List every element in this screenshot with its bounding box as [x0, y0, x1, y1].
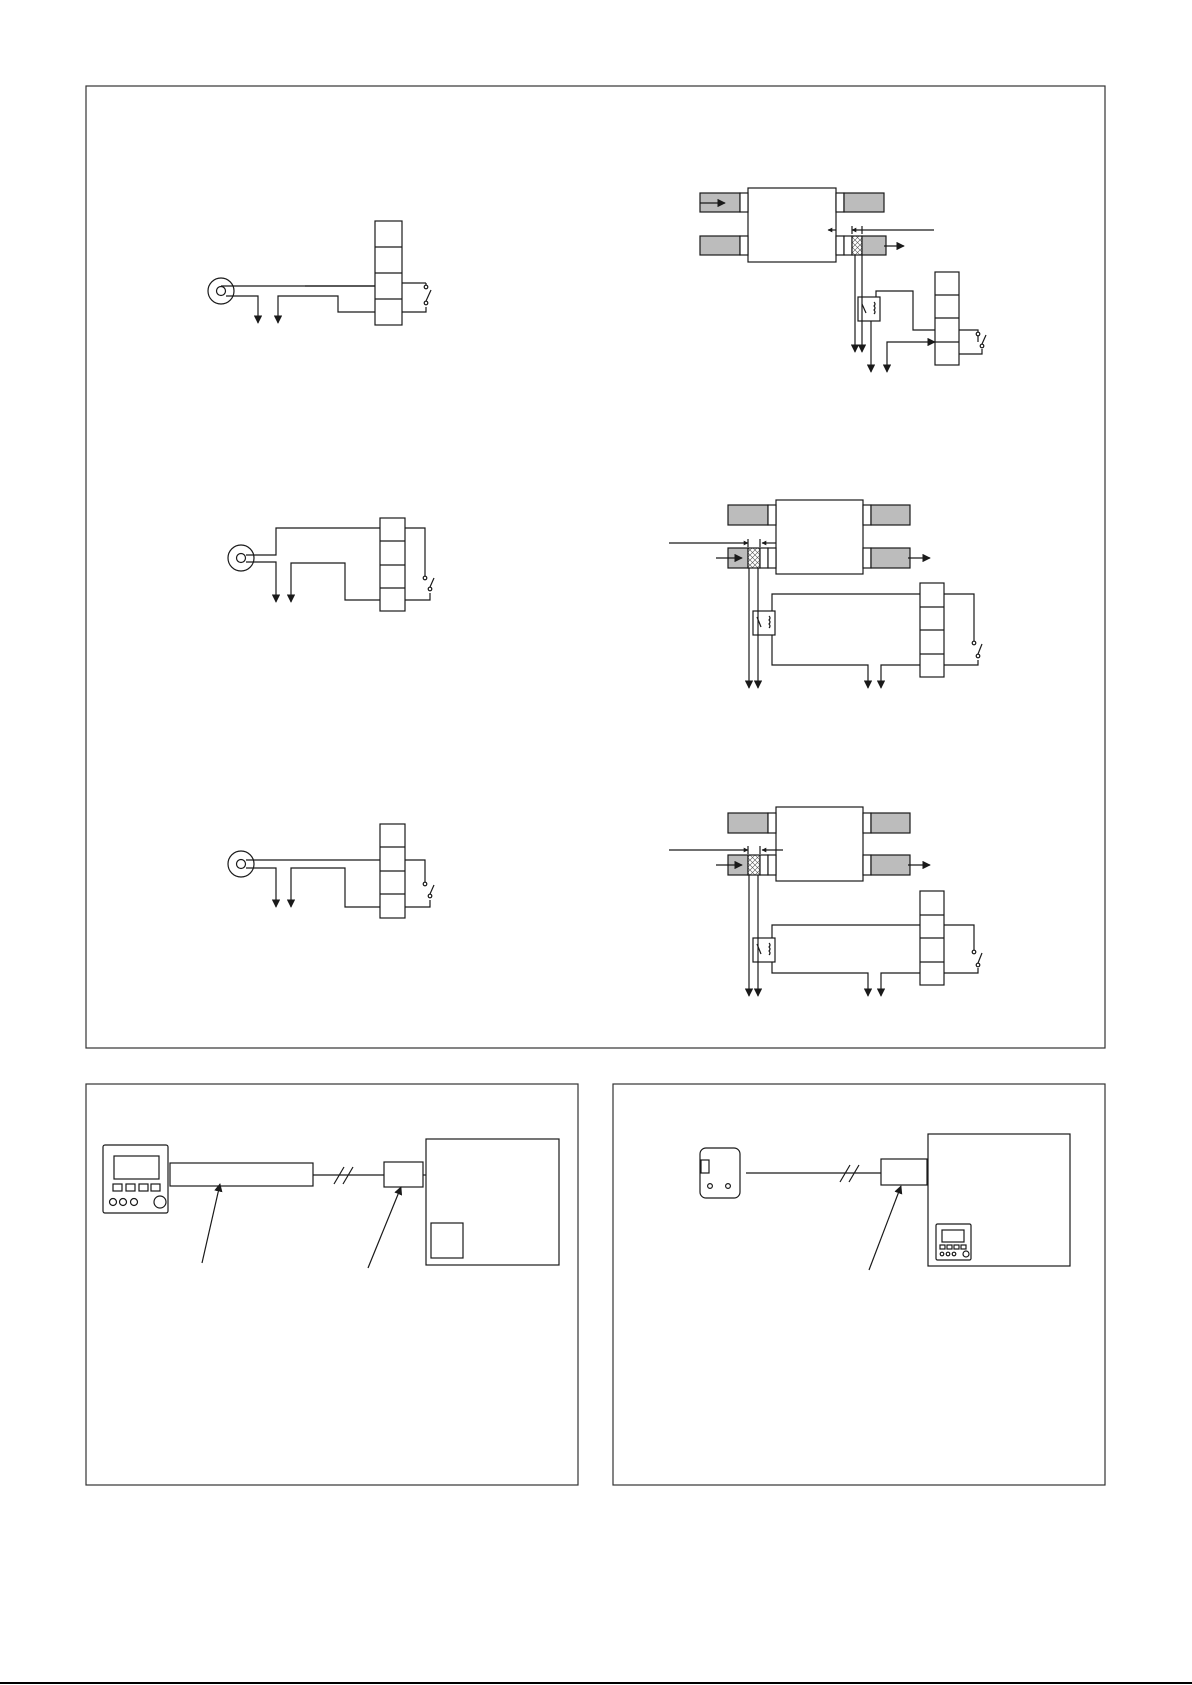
contact-switch-icon: [420, 283, 431, 305]
relay-icon: [753, 611, 775, 635]
contact-switch-icon: [972, 641, 982, 658]
indoor-unit-icon: [928, 1134, 1070, 1266]
terminal-block-icon: [935, 272, 959, 365]
indoor-unit-icon: [426, 1139, 559, 1265]
sensor-wiring-diagram-2: [228, 518, 434, 611]
unit-body: [776, 807, 863, 881]
contact-switch-icon: [972, 950, 982, 967]
circular-sensor-icon: [228, 545, 254, 571]
terminal-block-icon: [920, 583, 944, 677]
relay-icon: [753, 938, 775, 962]
unit-body: [748, 188, 836, 262]
unit-wiring-diagram-1: [700, 188, 986, 372]
circular-sensor-icon: [208, 278, 234, 304]
sensor-wiring-diagram-3: [228, 824, 434, 918]
wall-adapter-icon: [700, 1148, 740, 1198]
contact-switch-icon: [423, 882, 434, 898]
remote-controller-icon: [936, 1224, 971, 1260]
terminal-block-icon: [380, 824, 405, 918]
terminal-block-icon: [375, 221, 402, 325]
connector-icon: [384, 1162, 423, 1187]
unit-wiring-diagram-3: [669, 807, 982, 996]
connector-pointer-arrow: [869, 1186, 901, 1270]
cable-conduit: [170, 1163, 313, 1186]
connector-pointer-arrow: [368, 1187, 401, 1268]
contact-switch-icon: [423, 576, 434, 591]
relay-icon: [858, 297, 880, 321]
terminal-block-icon: [920, 891, 944, 985]
sensor-wiring-diagram-1: [208, 221, 431, 325]
terminal-block-icon: [380, 518, 405, 611]
connector-icon: [881, 1159, 927, 1185]
unit-body: [776, 500, 863, 574]
remote-controller-icon: [103, 1145, 168, 1213]
circular-sensor-icon: [228, 851, 254, 877]
conduit-pointer-arrow: [202, 1184, 220, 1263]
unit-wiring-diagram-2: [669, 500, 982, 688]
